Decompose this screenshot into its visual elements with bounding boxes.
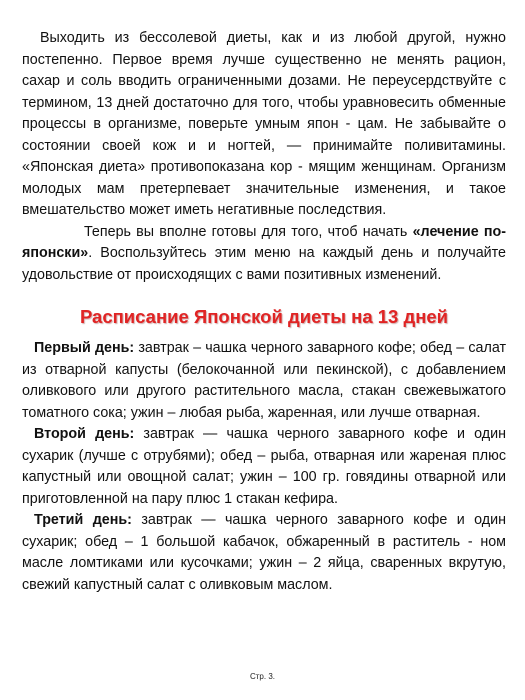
intro-paragraph-2-end: . Воспользуйтесь этим меню на каждый день и получайте удовольствие от происходящих с вами позитивных изменений.: [22, 245, 506, 283]
day-1-text: завтрак – чашка черного заварного кофе; обед – салат из отварной капусты (белокочанной или пекинской), с добавлением оливкового или другого растительного масла, стакан свежевыжатого томатного сока; ужин – любая рыба, жаренная, или лучше отварная.: [22, 340, 507, 421]
intro-paragraph-2-start: Теперь вы вполне готовы для того, чтоб начать: [84, 223, 413, 240]
page-number: Стр. 3.: [249, 672, 275, 681]
day-2-label: Второй день:: [34, 426, 135, 442]
day-3-paragraph: [22, 510, 506, 596]
day-1-label: Первый день:: [34, 340, 135, 356]
day-2-text: завтрак — чашка черного заварного кофе и один сухарик (лучше с отрубями); обед – рыба, отварная или жареная плюс капустный или овощной салат; ужин – 100 гр. говядины отварной или приготовленной на пару плюс 1 стакан кефира.: [22, 426, 506, 507]
day-3-label: Третий день:: [34, 512, 132, 528]
schedule-heading: Расписание Японской диеты на 13 дней: [79, 306, 449, 327]
day-3-text: завтрак — чашка черного заварного кофе и один сухарик; обед – 1 большой кабачок, обжаренный в раститель - ном масле ломтиками или кусочками; ужин – 2 яйца, сваренных вкрутую, свежий капустный салат с оливковым маслом.: [22, 512, 506, 593]
day-2-paragraph: [22, 424, 506, 510]
intro-paragraph-2: [22, 222, 506, 287]
page-content: [22, 28, 506, 596]
intro-paragraph-2-bold: «лечение по-японски»: [22, 223, 506, 261]
intro-paragraph-1: Выходить из бессолевой диеты, как и из любой другой, нужно постепенно. Первое время лучше существенно не менять рацион, сахар и соль вводить ограниченными дозами. Не переусердствуйте с термином, 13 дней достаточно для того, чтобы уравновесить обменные процессы в организме, поверьте умным япон - цам. Не забывайте о состоянии своей кож и и ногтей, — принимайте поливитамины. «Японская диета» противопоказана кор - мящим женщинам. Организм молодых мам претерпевает значительные изменения, и такое вмешательство может иметь негативные последствия.: [22, 30, 506, 218]
day-1-paragraph: [22, 338, 506, 424]
